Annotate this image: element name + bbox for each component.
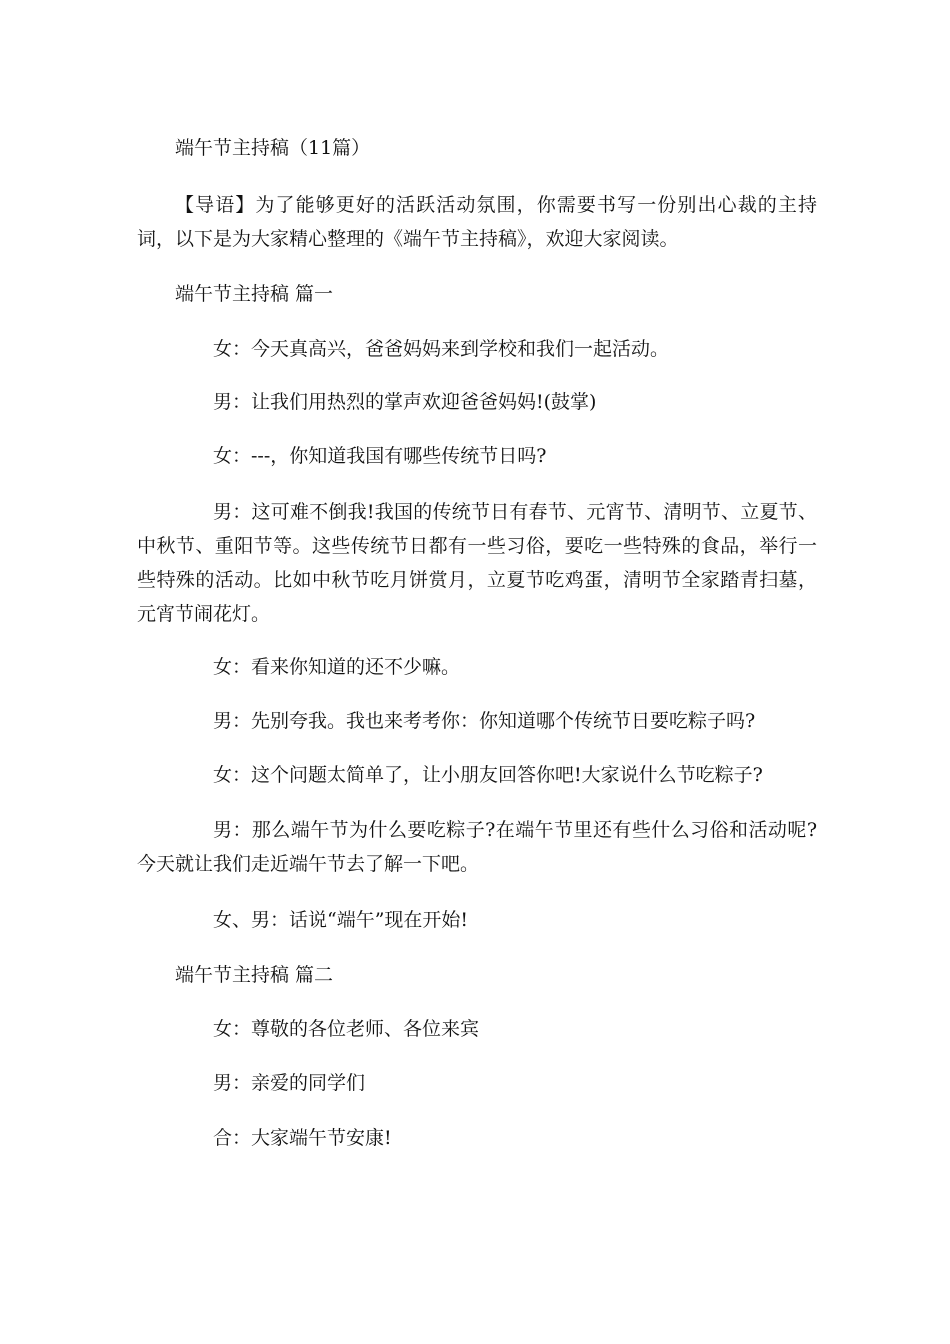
dialogue-line: 合：大家端午节安康! <box>213 1127 392 1149</box>
document-title: 端午节主持稿（11篇） <box>175 137 371 159</box>
dialogue-line: 女：看来你知道的还不少嘛。 <box>213 656 461 678</box>
dialogue-line: 女：尊敬的各位老师、各位来宾 <box>213 1018 480 1040</box>
section-heading-1: 端午节主持稿 篇一 <box>175 283 334 305</box>
section-heading-2: 端午节主持稿 篇二 <box>175 964 334 986</box>
intro-paragraph: 【导语】为了能够更好的活跃活动氛围，你需要书写一份别出心裁的主持词，以下是为大家精心整理的《端午节主持稿》，欢迎大家阅读。 <box>137 194 817 250</box>
dialogue-line: 女：今天真高兴，爸爸妈妈来到学校和我们一起活动。 <box>213 338 670 360</box>
dialogue-line: 男：让我们用热烈的掌声欢迎爸爸妈妈!(鼓掌) <box>213 391 597 413</box>
dialogue-line: 男：亲爱的同学们 <box>213 1072 366 1094</box>
dialogue-line: 女、男：话说“端午”现在开始! <box>213 909 469 931</box>
dialogue-line: 女：这个问题太简单了，让小朋友回答你吧!大家说什么节吃粽子? <box>213 764 763 786</box>
dialogue-paragraph: 男：那么端午节为什么要吃粽子?在端午节里还有些什么习俗和活动呢?今天就让我们走近端午节去了解一下吧。 <box>137 819 817 875</box>
dialogue-line: 男：先别夸我。我也来考考你：你知道哪个传统节日要吃粽子吗? <box>213 710 756 732</box>
dialogue-line: 女：---，你知道我国有哪些传统节日吗? <box>213 445 547 467</box>
dialogue-paragraph: 男：这可难不倒我!我国的传统节日有春节、元宵节、清明节、立夏节、中秋节、重阳节等。这些传统节日都有一些习俗，要吃一些特殊的食品，举行一些特殊的活动。比如中秋节吃月饼赏月，立夏节吃鸡蛋，清明节全家踏青扫墓，元宵节闹花灯。 <box>137 501 817 625</box>
